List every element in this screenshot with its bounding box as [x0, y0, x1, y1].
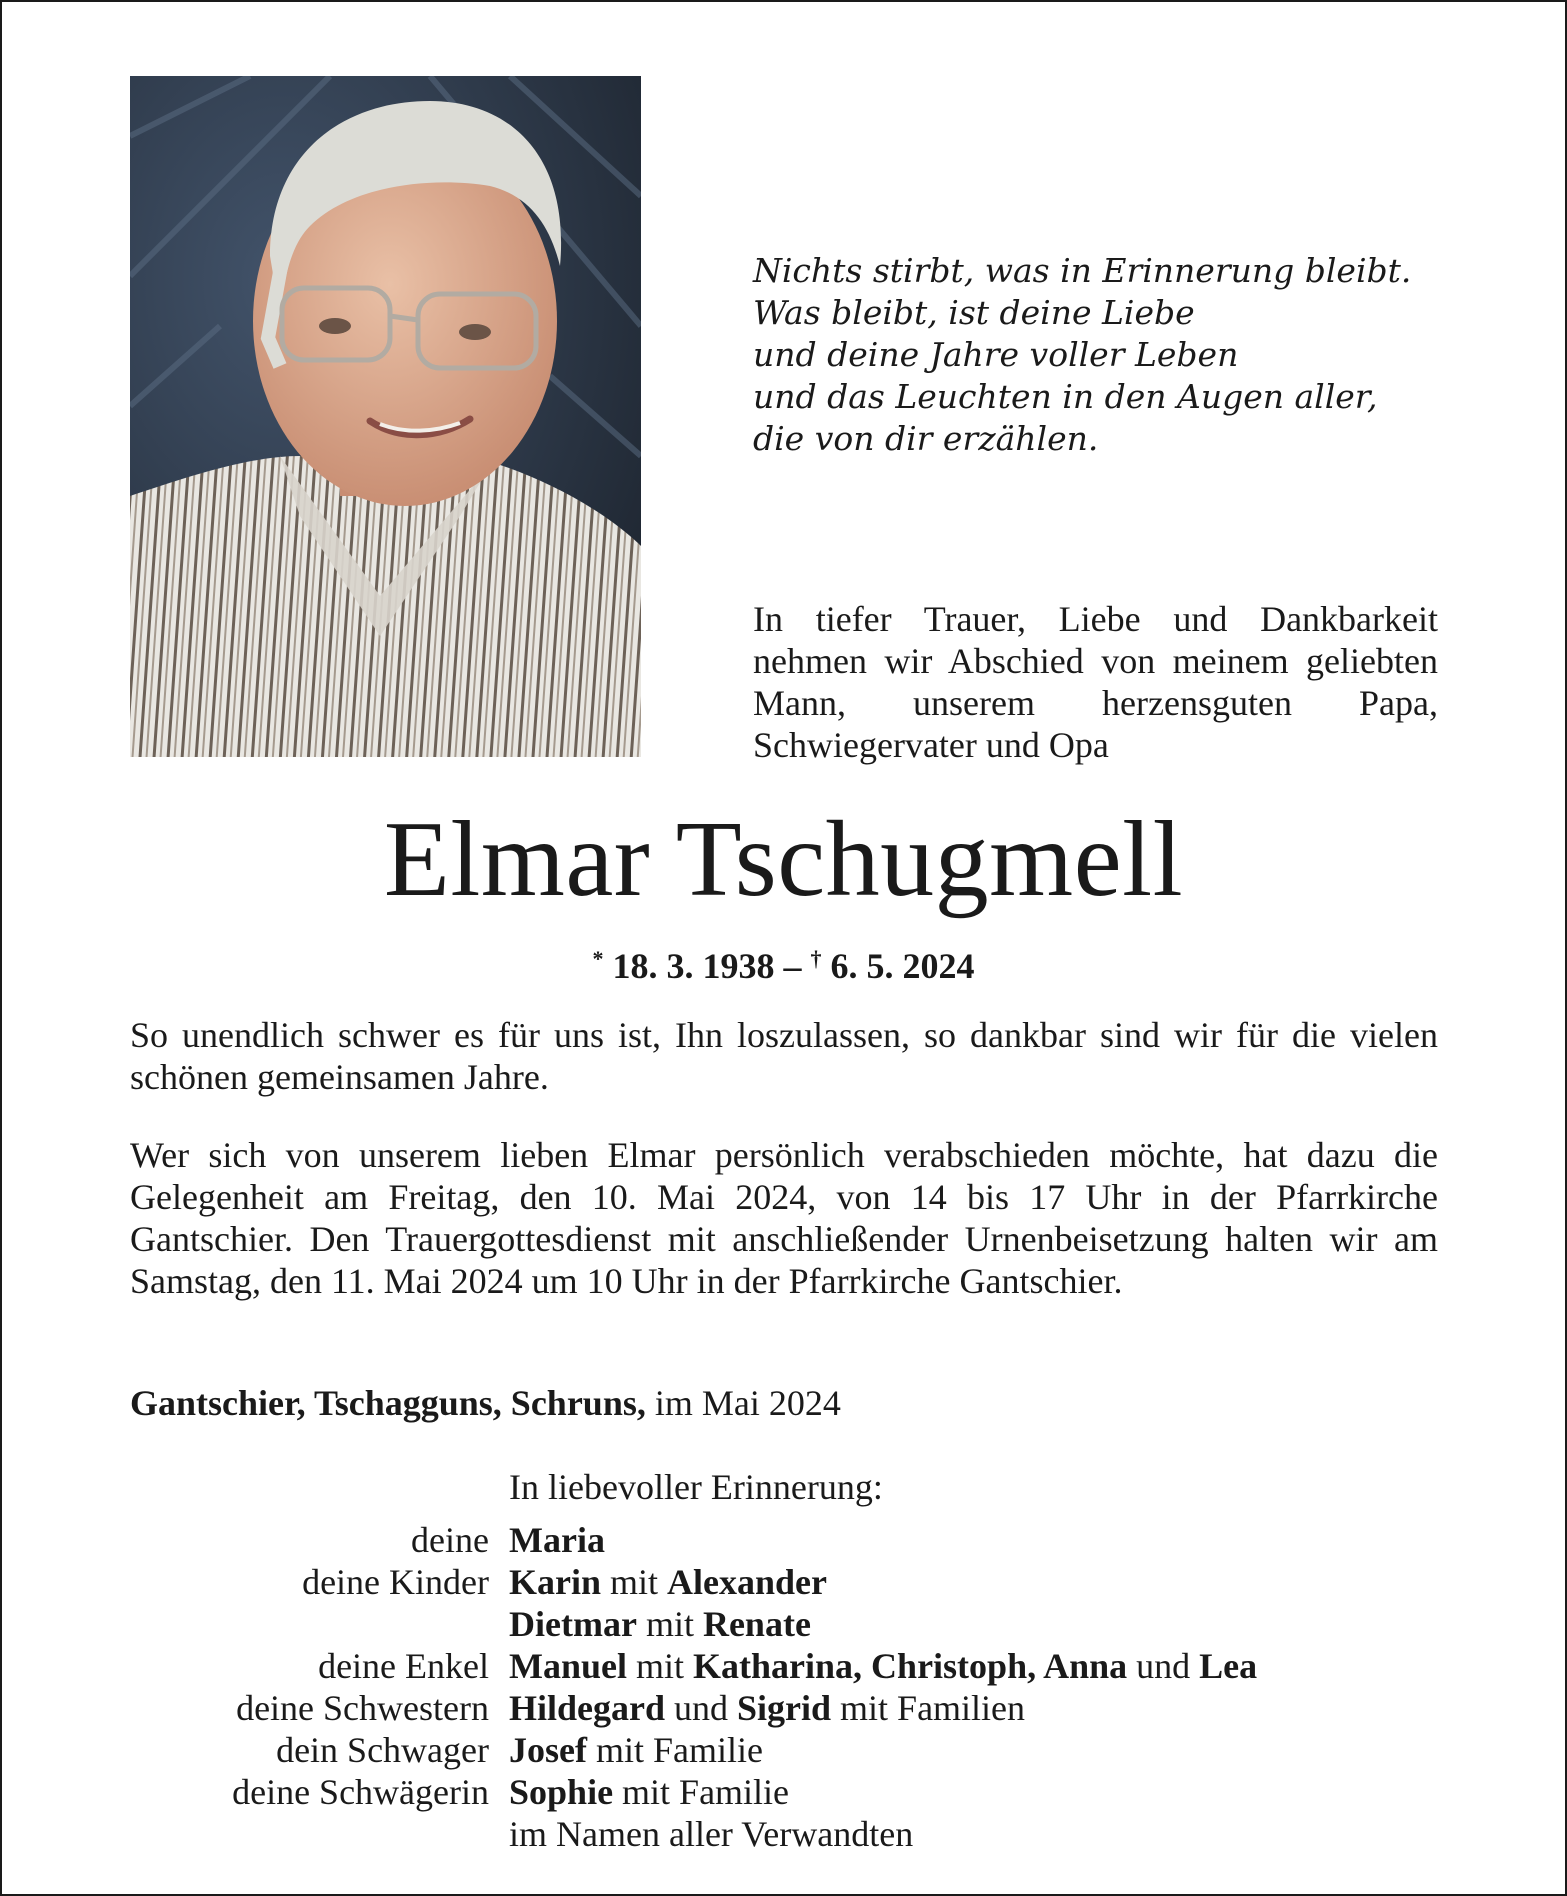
- family-connector: im Namen aller Verwandten: [509, 1814, 914, 1854]
- family-names: [509, 1687, 1025, 1729]
- family-row: [130, 1645, 1257, 1687]
- family-member-name: Hildegard: [509, 1688, 666, 1728]
- family-member-name: Manuel: [509, 1646, 628, 1686]
- family-row: [130, 1519, 1257, 1561]
- family-connector: mit: [627, 1646, 694, 1686]
- family-member-name: Maria: [509, 1520, 605, 1560]
- family-names: [509, 1603, 811, 1645]
- life-dates: [0, 938, 1567, 987]
- places-list: Gantschier, Tschagguns, Schruns,: [130, 1383, 646, 1423]
- family-row: [130, 1771, 1257, 1813]
- family-connector: mit: [601, 1562, 668, 1602]
- family-member-name: Katharina, Christoph, Anna: [693, 1646, 1128, 1686]
- family-list: [130, 1519, 1257, 1855]
- family-names: [509, 1813, 913, 1855]
- family-relation: dein Schwager: [276, 1730, 489, 1770]
- quote-line: die von dir erzählen.: [753, 419, 1099, 458]
- family-relation: [130, 1603, 509, 1645]
- family-member-name: Alexander: [667, 1562, 828, 1602]
- family-connector: mit Familie: [586, 1730, 763, 1770]
- places-and-date: [130, 1382, 841, 1424]
- family-member-name: Josef: [509, 1730, 587, 1770]
- family-relation: [130, 1813, 509, 1855]
- family-names: [509, 1519, 605, 1561]
- family-row: [130, 1813, 1257, 1855]
- birth-date: 18. 3. 1938: [612, 946, 775, 986]
- month-year: im Mai 2024: [654, 1383, 841, 1423]
- family-connector: mit Familie: [613, 1772, 790, 1812]
- family-relation: deine Schwägerin: [232, 1772, 489, 1812]
- family-member-name: Lea: [1199, 1646, 1258, 1686]
- intro-text: In tiefer Trauer, Liebe und Dankbarkeit nehmen wir Abschied von meinem geliebten Mann, unserem herzensguten Papa, Schwiegervater und Opa: [753, 599, 1438, 765]
- family-connector: und: [665, 1688, 738, 1728]
- quote-line: Nichts stirbt, was in Erinnerung bleibt.: [753, 251, 1412, 290]
- death-symbol: †: [810, 946, 822, 971]
- quote-line: und das Leuchten in den Augen aller,: [753, 377, 1378, 416]
- family-member-name: Sigrid: [737, 1688, 832, 1728]
- paragraph-gratitude: So unendlich schwer es für uns ist, Ihn loszulassen, so dankbar sind wir für die vielen schönen gemeinsamen Jahre.: [130, 1015, 1438, 1097]
- portrait-photo: [130, 76, 641, 757]
- family-row: [130, 1561, 1257, 1603]
- family-connector: mit: [636, 1604, 703, 1644]
- family-names: [509, 1729, 763, 1771]
- family-member-name: Renate: [702, 1604, 811, 1644]
- portrait-image: [130, 76, 641, 757]
- family-names: [509, 1645, 1257, 1687]
- family-row: [130, 1603, 1257, 1645]
- date-dash: –: [783, 946, 802, 986]
- family-relation: deine Enkel: [318, 1646, 489, 1686]
- death-date: 6. 5. 2024: [830, 946, 975, 986]
- birth-symbol: *: [592, 946, 604, 971]
- quote-line: und deine Jahre voller Leben: [753, 335, 1239, 374]
- family-relation: deine Kinder: [302, 1562, 489, 1602]
- family-connector: und: [1127, 1646, 1200, 1686]
- family-relation: deine Schwestern: [236, 1688, 489, 1728]
- family-names: [509, 1771, 789, 1813]
- family-row: [130, 1687, 1257, 1729]
- remembrance-heading: In liebevoller Erinnerung:: [509, 1467, 883, 1507]
- family-relation: deine: [411, 1520, 489, 1560]
- family-member-name: Sophie: [509, 1772, 614, 1812]
- deceased-name: Elmar Tschugmell: [383, 800, 1184, 919]
- family-member-name: Dietmar: [509, 1604, 637, 1644]
- family-member-name: Karin: [509, 1562, 602, 1602]
- memorial-quote: [753, 250, 1513, 460]
- paragraph-funeral-details: Wer sich von unserem lieben Elmar persönlich verabschieden möchte, hat dazu die Gelegenheit am Freitag, den 10. Mai 2024, von 14 bis 17 Uhr in der Pfarrkirche Gantschier. Den Trauergottesdienst mit anschließender Urnenbeisetzung halten wir am Samstag, den 11. Mai 2024 um 10 Uhr in der Pfarrkirche Gantschier.: [130, 1135, 1438, 1301]
- family-names: [509, 1561, 827, 1603]
- quote-line: Was bleibt, ist deine Liebe: [753, 293, 1195, 332]
- family-row: [130, 1729, 1257, 1771]
- family-connector: mit Familien: [831, 1688, 1026, 1728]
